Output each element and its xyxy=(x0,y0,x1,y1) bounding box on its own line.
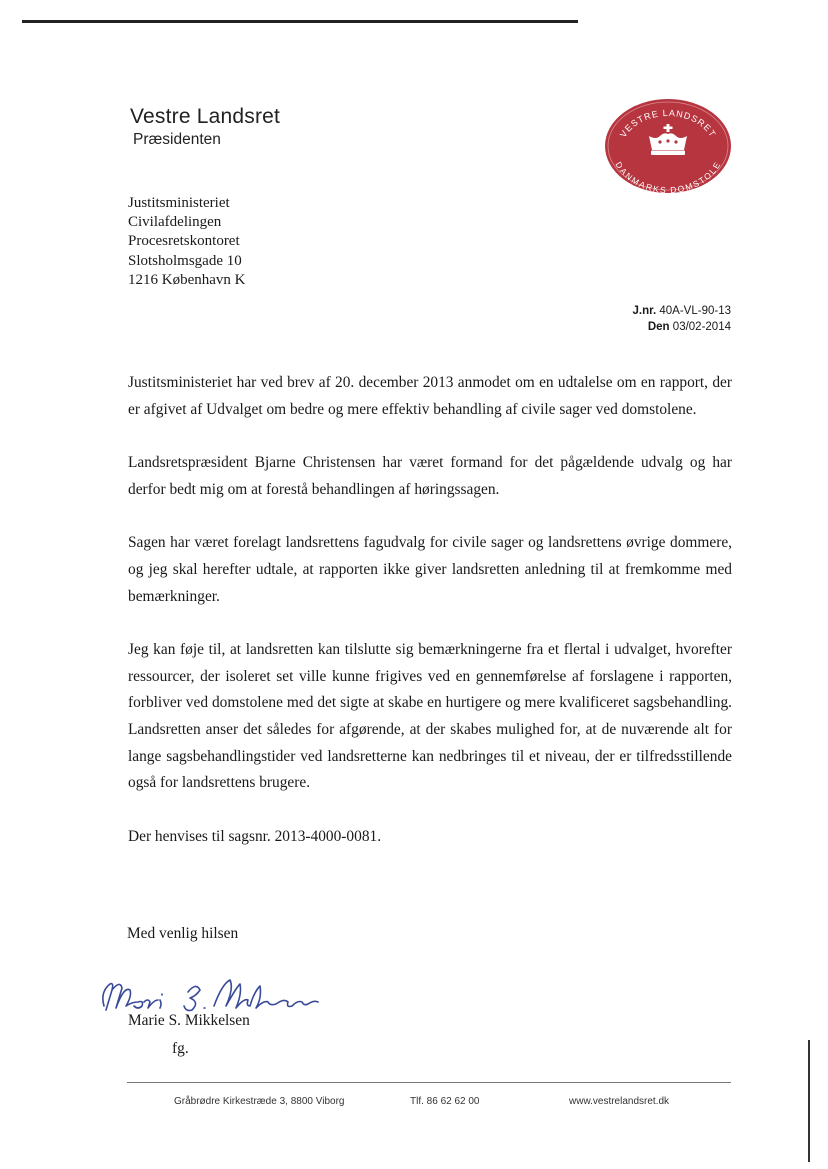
scan-edge-line-right xyxy=(808,1040,810,1162)
letter-date xyxy=(633,320,731,336)
address-line: 1216 København K xyxy=(128,271,246,288)
letter-date-value: 03/02-2014 xyxy=(672,320,731,333)
footer-divider xyxy=(127,1082,731,1083)
letter-body xyxy=(128,370,732,850)
footer-phone: Tlf. 86 62 62 00 xyxy=(410,1096,480,1107)
address-line: Slotsholmsgade 10 xyxy=(128,252,242,269)
body-paragraph: Sagen har været forelagt landsrettens fagudvalg for civile sager og landsrettens øvrige dommere, og jeg skal herefter udtale, at rapporten ikke giver landsretten anledning til at fremkomme med bemærkninger. xyxy=(128,534,732,605)
organization-subtitle: Præsidenten xyxy=(133,131,221,148)
body-paragraph: Jeg kan føje til, at landsretten kan tilslutte sig bemærkningerne fra et flertal i udvalget, hvorefter ressourcer, der isoleret set ville kunne frigives ved en gennemførelse af forslagene i rapporten, forbliver ved domstolene med det sigte at skabe en hurtigere og mere kvalificeret sagsbehandling. Landsretten anser det således for afgørende, at der skabes mulighed for, at de nuværende alt for lange sagsbehandlingstider ved landsretterne kan nedbringes til et niveau, der er tilfredsstillende også for landsrettens brugere. xyxy=(128,641,732,792)
body-paragraph: Landsretspræsident Bjarne Christensen har været formand for det pågældende udvalg og har derfor bedt mig om at forestå behandlingen af høringssagen. xyxy=(128,454,732,498)
scan-edge-line xyxy=(22,20,578,23)
address-line: Civilafdelingen xyxy=(128,214,222,231)
court-seal-icon xyxy=(604,98,732,194)
seal-top-text: VESTRE LANDSRET xyxy=(617,107,719,140)
reference-block xyxy=(633,304,731,335)
address-line: Justitsministeriet xyxy=(128,195,230,211)
body-paragraph: Der henvises til sagsnr. 2013-4000-0081. xyxy=(128,827,382,845)
recipient-address xyxy=(128,194,245,290)
signer-name: Marie S. Mikkelsen xyxy=(128,1012,250,1029)
footer-address: Gråbrødre Kirkestræde 3, 8800 Viborg xyxy=(174,1096,345,1107)
body-paragraph: Justitsministeriet har ved brev af 20. december 2013 anmodet om en udtalelse om en rapport, der er afgivet af Udvalget om bedre og mere effektiv behandling af civile sager ved domstolene. xyxy=(128,374,732,418)
journal-number xyxy=(633,304,731,320)
address-line: Procesretskontoret xyxy=(128,233,240,250)
organization-name: Vestre Landsret xyxy=(130,105,281,128)
closing-greeting: Med venlig hilsen xyxy=(127,925,239,942)
journal-number-value: 40A-VL-90-13 xyxy=(659,305,731,317)
footer-website: www.vestrelandsret.dk xyxy=(569,1096,670,1107)
letter-date-label: Den xyxy=(647,320,670,333)
signer-title: fg. xyxy=(172,1040,189,1057)
journal-number-label: J.nr. xyxy=(632,305,657,317)
seal-bottom-text: DANMARKS DOMSTOLE xyxy=(613,159,723,194)
